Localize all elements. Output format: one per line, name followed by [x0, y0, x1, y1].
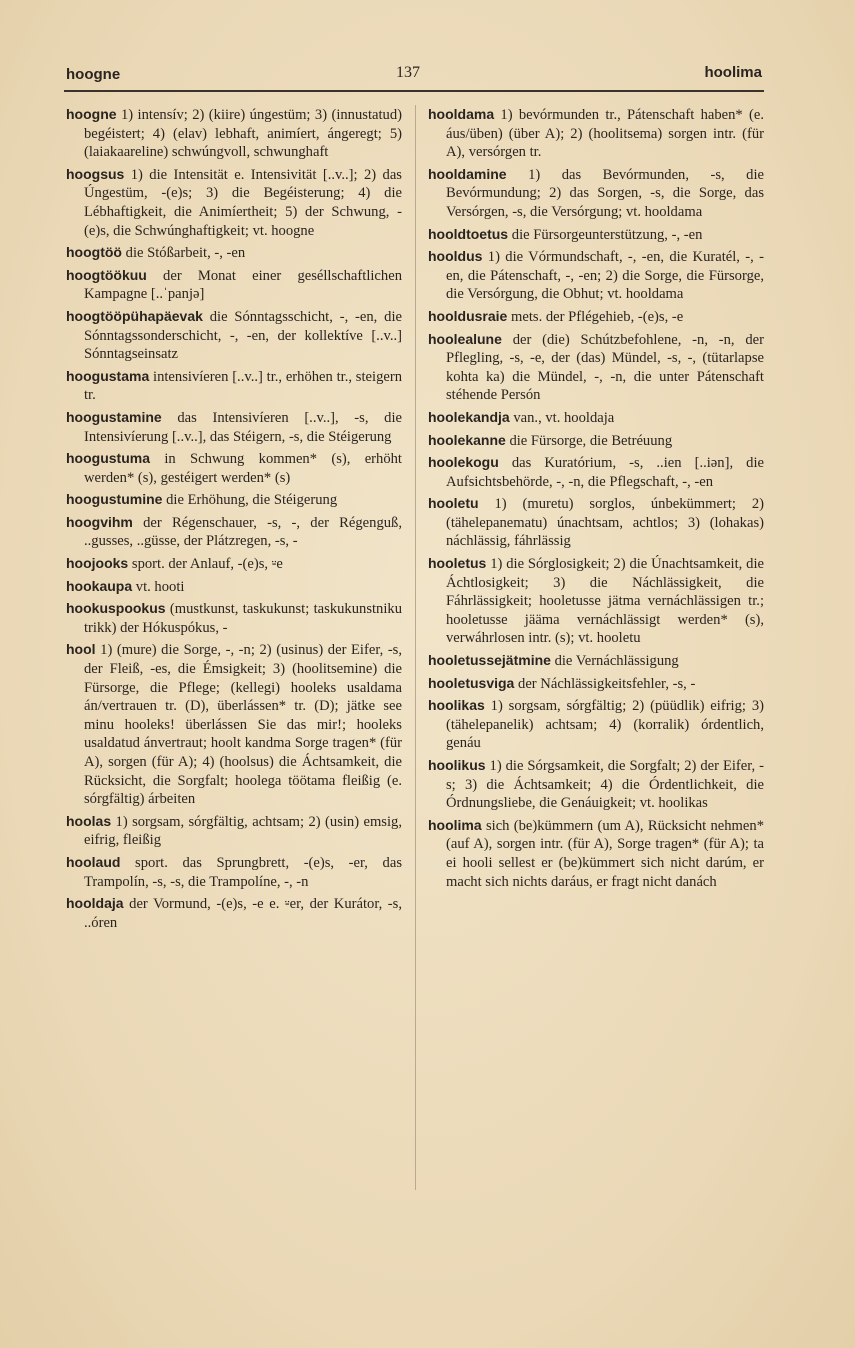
- entry-headword: hooldamine: [428, 165, 507, 182]
- entry-headword: hoogustumine: [66, 491, 163, 508]
- dictionary-entry: [428, 307, 764, 327]
- entry-definition: 1) das Bevórmunden, -s, die Bevórmundung; 2) das Sorgen, -s, die Sorge, das Versórgen, -s, die Versórgung; vt. hooldama: [446, 166, 764, 220]
- entry-headword: hooldus: [428, 248, 483, 265]
- dictionary-entry: [66, 408, 402, 446]
- entry-headword: hoolima: [428, 816, 482, 833]
- entry-definition: 1) intensív; 2) (kiire) úngestüm; 3) (innustatud) begéistert; 4) (elav) lebhaft, animíert, ángeregt; 5) (laiakaareline) schwúngvoll, schwunghaft: [84, 107, 402, 161]
- entry-definition: der Régenschauer, -s, -, der Régenguß, ..gusses, ..güsse, der Plátzregen, -s, -: [84, 514, 402, 550]
- dictionary-entry: [66, 513, 402, 551]
- dictionary-entry: [66, 554, 402, 574]
- entry-headword: hoolikus: [428, 757, 486, 773]
- entry-definition: sich (be)kümmern (um A), Rücksicht nehmen* (auf A), sorgen intr. (für A), Sorge tragen* (für A); ta ei hooli sellest er (be)kümmert sich nicht darúm, er macht sich nichts daráus, er fragt nicht danách: [446, 817, 764, 890]
- entry-definition: 1) (mure) die Sorge, -, -n; 2) (usinus) der Eifer, -s, der Fleiß, -es, die Émsigkeit; 3) (hoolitsemine) die Fürsorge, die Pflege; (kellegi) hooleks usaldama án/vertrauen tr. (D), überlássen* tr. (D); jätke see minu hooleks! überlássen Sie das mir!; hooleks usaldatud ánvertraut; hoolt kandma Sorge tragen* (für A), sorgen (für A); 4) (hoolsus) die Áchtsamkeit, die Rücksicht, die Sorgfalt; hoolega töötama fleißig (e. sórgfältig) árbeiten: [84, 642, 403, 808]
- dictionary-entry: [66, 449, 402, 487]
- entry-headword: hoolaud: [66, 853, 121, 870]
- entry-definition: sport. das Sprungbrett, -(e)s, -er, das Trampolín, -s, -s, die Trampolíne, -, -n: [84, 854, 402, 890]
- dictionary-entry: [66, 812, 402, 850]
- entry-headword: hooldtoetus: [428, 225, 509, 242]
- entry-headword: hoolekanne: [428, 431, 506, 448]
- entry-headword: hoojooks: [66, 555, 129, 572]
- entry-definition: 1) (muretu) sorglos, únbekümmert; 2) (tähelepanematu) únachtsam, achtlos; 3) (lohakas) náchlässig, fáhrlässig: [446, 496, 764, 550]
- dictionary-entry: [66, 243, 402, 263]
- entry-headword: hoogsus: [66, 165, 125, 182]
- entry-headword: hooletusviga: [428, 674, 515, 691]
- entry-definition: in Schwung kommen* (s), erhöht werden* (s), gestéigert werden* (s): [84, 451, 402, 486]
- page-header: [66, 62, 762, 90]
- entry-headword: hool: [66, 641, 96, 658]
- entry-definition: die Stóßarbeit, -, -en: [125, 245, 246, 262]
- entry-headword: hoogtööpühapäevak: [66, 307, 203, 324]
- header-last-word: hoolima: [704, 64, 762, 81]
- entry-headword: hookaupa: [66, 577, 133, 594]
- dictionary-entry: [428, 105, 764, 162]
- entry-definition: intensivíeren [..v..] tr., erhöhen tr., steigern tr.: [84, 368, 403, 404]
- entry-definition: der Náchlässigkeitsfehler, -s, -: [518, 675, 696, 692]
- dictionary-entry: [66, 640, 402, 808]
- entry-definition: die Vernáchlässigung: [554, 653, 679, 670]
- entry-headword: hooletussejätmine: [428, 652, 551, 669]
- dictionary-entry: [428, 225, 764, 245]
- dictionary-entry: [428, 816, 764, 891]
- dictionary-entry: [66, 165, 402, 240]
- dictionary-entry: [428, 165, 764, 222]
- entry-definition: 1) die Sórgsamkeit, die Sorgfalt; 2) der Eifer, -s; 3) die Áchtsamkeit; 4) die Órdentlichkeit, die Órdnungsliebe, die Genáuigkeit; vt. hoolikas: [446, 758, 764, 812]
- entry-definition: 1) bevórmunden tr., Pátenschaft haben* (e. áus/üben) (über A); 2) (hoolitsema) sorgen intr. (für A), versórgen tr.: [446, 107, 764, 161]
- dictionary-entry: [66, 105, 402, 162]
- entry-headword: hooldaja: [66, 895, 124, 912]
- dictionary-entry: [66, 490, 402, 510]
- entry-headword: hoogne: [66, 106, 117, 122]
- header-first-word: hoogne: [66, 66, 121, 83]
- entry-definition: die Fürsorgeunterstützung, -, -en: [511, 226, 703, 243]
- entry-definition: vt. hooti: [135, 578, 185, 595]
- entry-definition: der Vormund, -(e)s, -e e. ⸚er, der Kurátor, -s, ..óren: [84, 896, 402, 931]
- dictionary-entry: [428, 494, 764, 551]
- entry-headword: hoogtöö: [66, 244, 122, 261]
- entry-headword: hoogvihm: [66, 513, 133, 530]
- entry-definition: die Sónntagsschicht, -, -en, die Sónntagssonderschicht, -, -en, der kollektíve [..v..] Sónntagseinsatz: [84, 308, 402, 363]
- dictionary-entry: [66, 894, 402, 932]
- entry-headword: hooldama: [428, 106, 495, 122]
- dictionary-entry: [66, 307, 402, 364]
- entry-definition: 1) sorgsam, sórgfältig, achtsam; 2) (usin) emsig, eifrig, fleißig: [84, 813, 402, 849]
- dictionary-entry: [428, 756, 764, 813]
- entry-definition: die Erhöhung, die Stéigerung: [166, 492, 338, 509]
- dictionary-entry: [66, 853, 402, 891]
- dictionary-entry: [428, 247, 764, 304]
- entry-definition: (mustkunst, taskukunst; taskukunstniku trikk) der Hókuspókus, -: [84, 601, 402, 636]
- left-column: [66, 105, 402, 935]
- entry-headword: hoolekandja: [428, 408, 510, 425]
- entry-headword: hookuspookus: [66, 600, 166, 617]
- entry-definition: der (die) Schútzbefohlene, -n, -n, der Pflegling, -s, -e, der (das) Mündel, -s, -, (tütarlapse kohta ka) die Mündel, -, -n, die unter Pátenschaft stéhende Persón: [446, 331, 764, 404]
- dictionary-entry: [428, 408, 764, 428]
- entry-headword: hoogtöökuu: [66, 266, 147, 283]
- entry-headword: hoogustama: [66, 367, 150, 384]
- entry-headword: hoolikas: [428, 697, 485, 714]
- dictionary-entry: [428, 674, 764, 694]
- entry-headword: hoolekogu: [428, 454, 499, 471]
- right-column: [428, 105, 764, 894]
- dictionary-entry: [428, 696, 764, 753]
- entry-headword: hoogustuma: [66, 450, 150, 467]
- dictionary-entry: [66, 367, 402, 405]
- entry-headword: hooldusraie: [428, 307, 508, 324]
- dictionary-entry: [428, 554, 764, 648]
- entry-definition: van., vt. hooldaja: [513, 409, 615, 426]
- entry-definition: 1) sorgsam, sórgfältig; 2) (püüdlik) eifrig; 3) (tähelepanelik) achtsam; 4) (korralik) órdentlich, genáu: [446, 698, 764, 752]
- entry-definition: das Intensivíeren [..v..], -s, die Intensivíerung [..v..], das Stéigern, -s, die Stéigerung: [84, 409, 402, 445]
- dictionary-entry: [428, 453, 764, 491]
- entry-headword: hooletu: [428, 495, 479, 512]
- dictionary-entry: [66, 266, 402, 304]
- entry-definition: 1) die Intensität e. Intensivität [..v..]; 2) das Úngestüm, -(e)s; 3) die Begéisterung; 4) die Lébhaftigkeit, die Animíertheit; 5) der Schwung, -(e)s, die Schwúnghaftigkeit; vt. hoogne: [84, 166, 402, 239]
- entry-headword: hoolas: [66, 812, 112, 829]
- entry-definition: 1) die Sórglosigkeit; 2) die Únachtsamkeit, die Áchtlosigkeit; 3) die Náchlässigkeit, die Fáhrlässigkeit; hooletusse jätma vernáchlässigen tr.; hooletusse jääma vernáchlässigt werden* (s), verwáhrlosen intr. (s); vt. hooletu: [446, 556, 765, 647]
- entry-definition: der Monat einer geséllschaftlichen Kampagne [..ˈpanjə]: [84, 267, 402, 303]
- entry-definition: die Fürsorge, die Betréuung: [509, 432, 673, 449]
- dictionary-entry: [66, 577, 402, 597]
- dictionary-entry: [428, 431, 764, 451]
- entry-definition: sport. der Anlauf, -(e)s, ⸚e: [131, 556, 283, 573]
- entry-definition: 1) die Vórmundschaft, -, -en, die Kuratél, -, -en, die Pátenschaft, -, -en; 2) die Sorge, die Fürsorge, die Versórgung, die Obhut; vt. hooldama: [446, 249, 764, 303]
- page-number: 137: [396, 64, 420, 81]
- entry-definition: mets. der Pflégehieb, -(e)s, -e: [511, 308, 684, 325]
- entry-headword: hoolealune: [428, 330, 502, 347]
- header-rule: [64, 90, 764, 92]
- entry-definition: das Kuratórium, -s, ..ien [..iən], die Aufsichtsbehörde, -, -n, die Pflegschaft, -, -en: [446, 455, 764, 490]
- dictionary-entry: [66, 599, 402, 637]
- dictionary-entry: [428, 330, 764, 405]
- entry-headword: hoogustamine: [66, 408, 162, 425]
- dictionary-entry: [428, 651, 764, 671]
- column-divider: [415, 105, 416, 1190]
- entry-headword: hooletus: [428, 555, 487, 572]
